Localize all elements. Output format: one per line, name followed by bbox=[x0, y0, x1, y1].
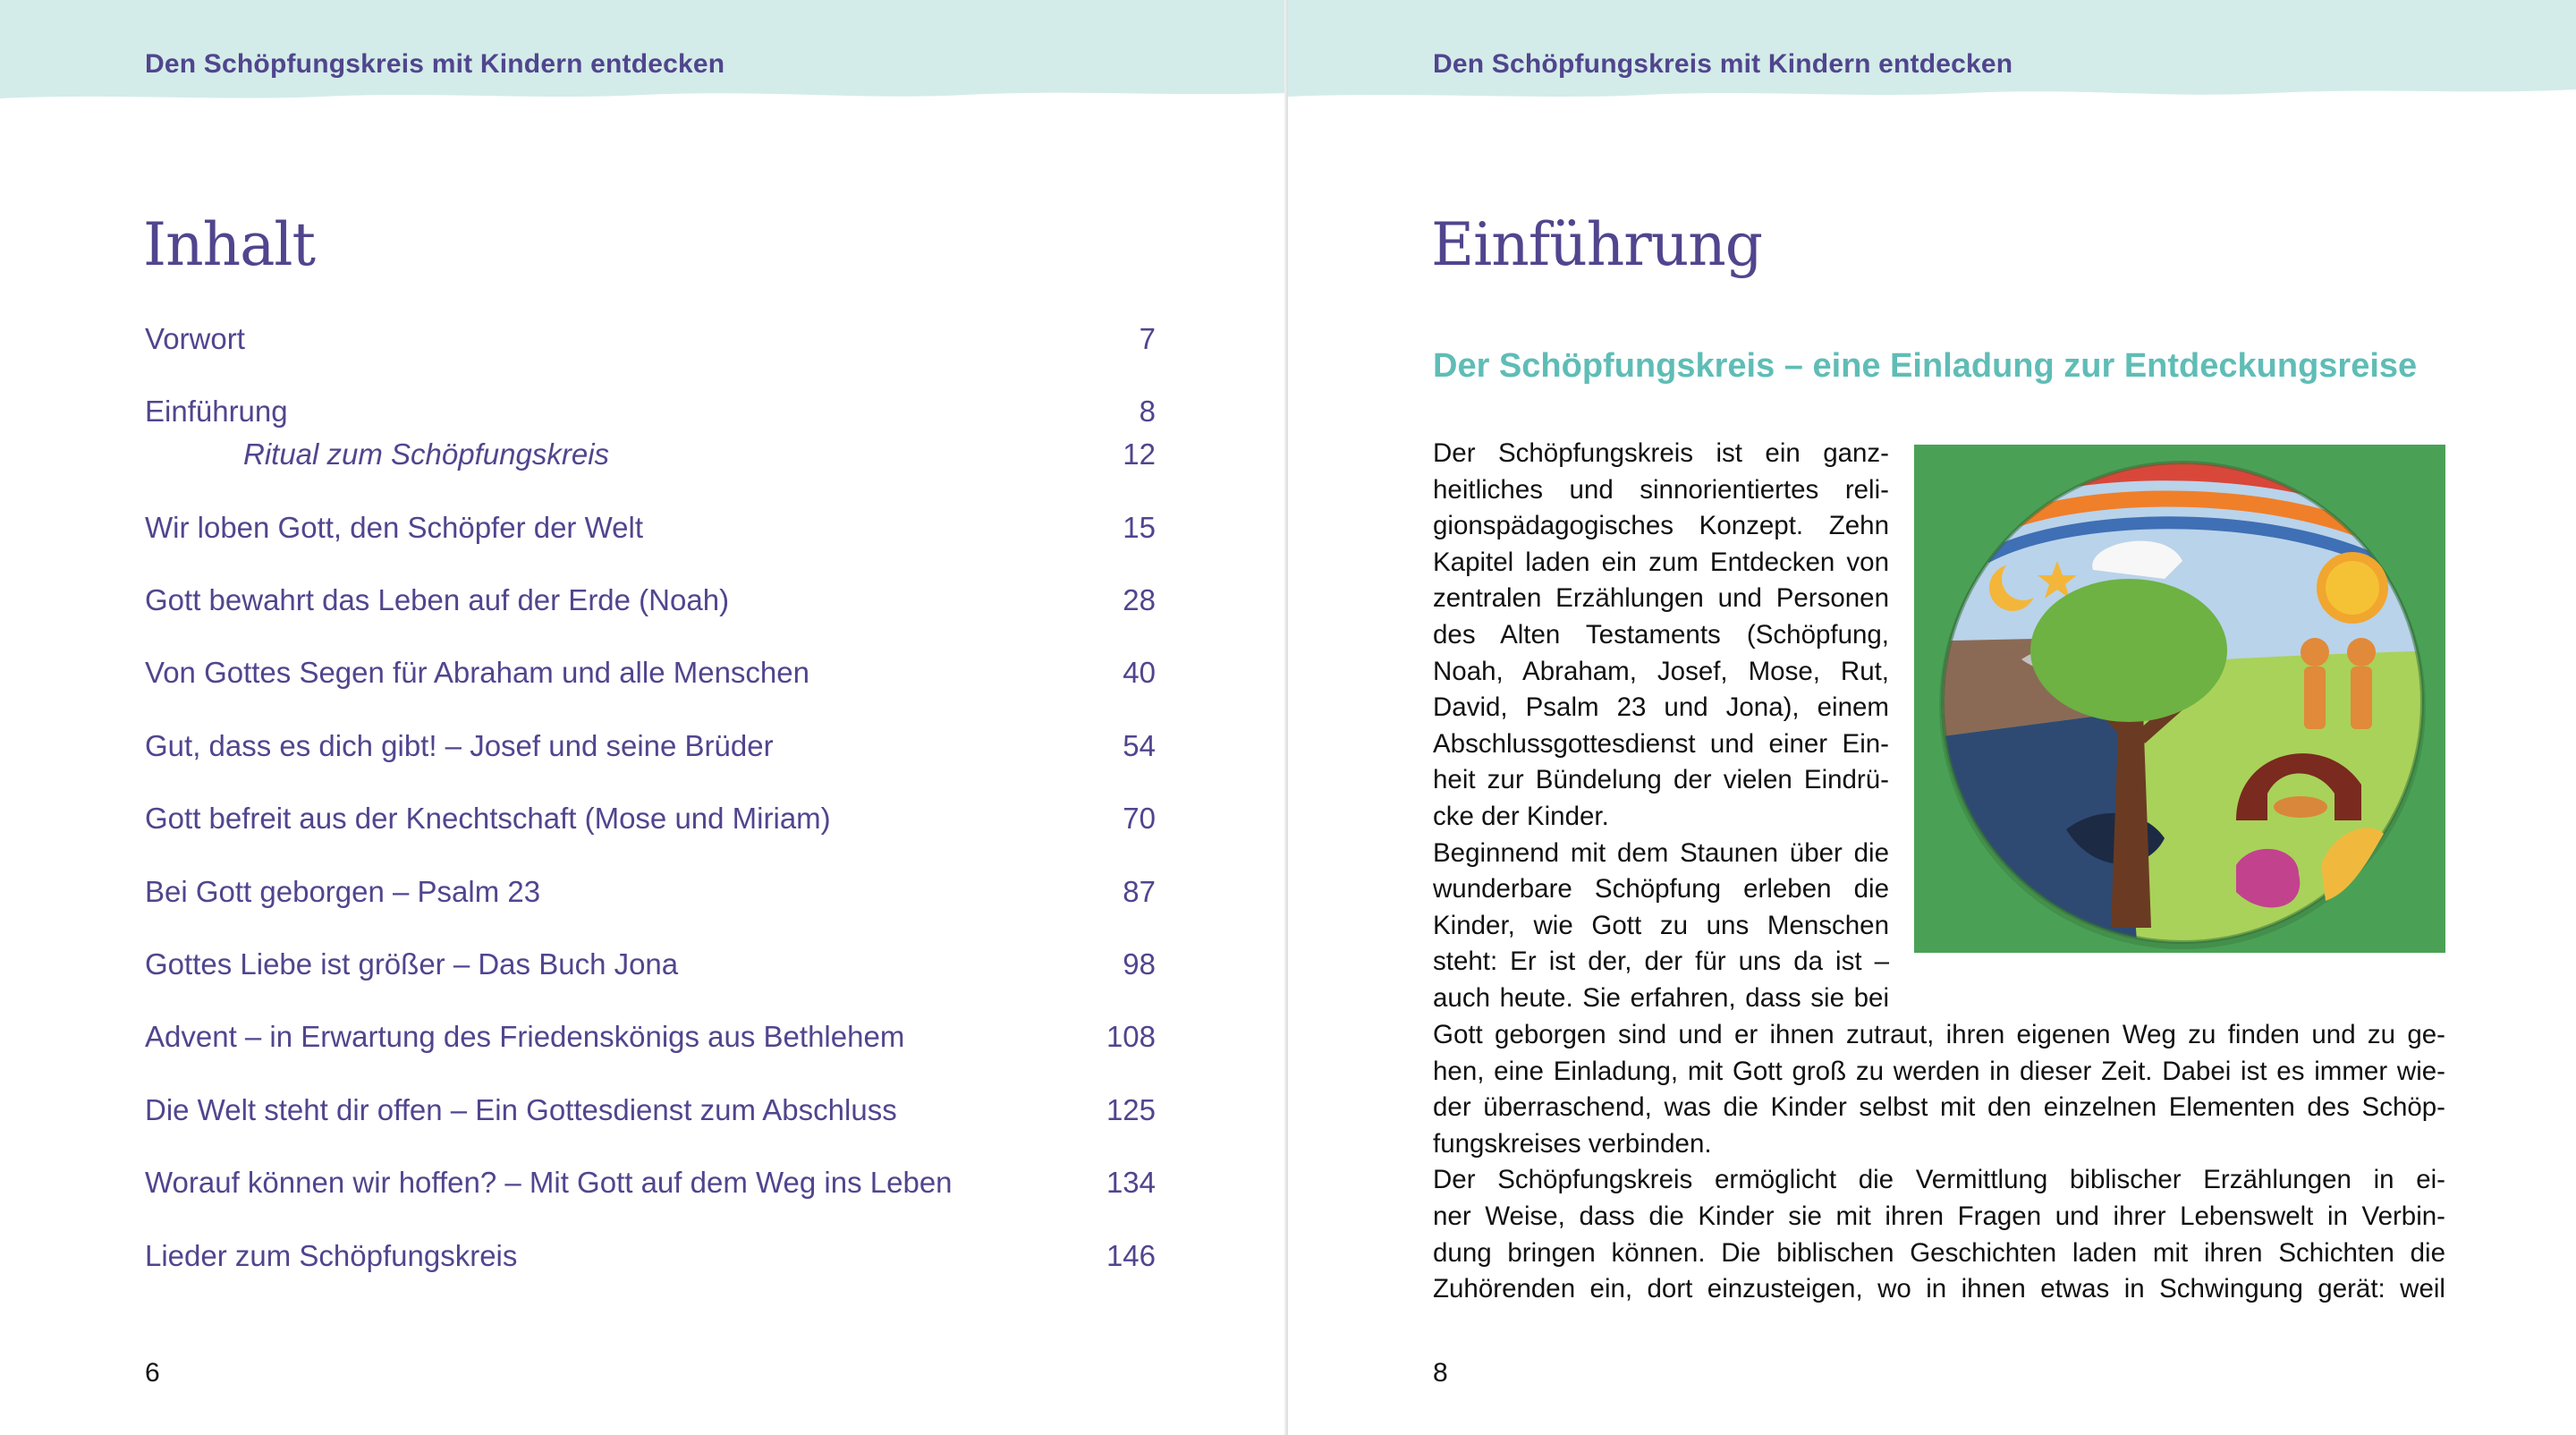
text-line: wunderbare Schöpfung erleben die bbox=[1433, 874, 1889, 904]
text-line: cke der Kinder. bbox=[1433, 801, 1609, 831]
intro-paragraph-wide bbox=[1433, 1017, 2445, 1308]
text-line: steht: Er ist der, der für uns da ist – bbox=[1433, 947, 1889, 977]
toc-entry-page: 108 bbox=[1106, 1020, 1156, 1053]
toc-entry-title: Worauf können wir hoffen? – Mit Gott auf dem Weg ins Leben bbox=[145, 1166, 953, 1199]
toc-entry-page: 70 bbox=[1123, 802, 1156, 835]
text-line: fungskreises verbinden. bbox=[1433, 1128, 1712, 1159]
section-heading: Der Schöpfungskreis – eine Einladung zur Entdeckungsreise bbox=[1433, 347, 2418, 385]
text-line: heit zur Bündelung der vielen Eindrü- bbox=[1433, 765, 1889, 795]
toc-entry-page: 134 bbox=[1106, 1166, 1156, 1199]
text-line: ner Weise, dass die Kinder sie mit ihren Fragen und ihrer Lebenswelt in Verbin- bbox=[1433, 1201, 2445, 1231]
page-number: 8 bbox=[1433, 1358, 1448, 1388]
toc-entry-page: 40 bbox=[1123, 656, 1156, 689]
text-line: heitliches und sinnorientiertes reli- bbox=[1433, 474, 1889, 505]
text-line: Beginnend mit dem Staunen über die bbox=[1433, 837, 1889, 868]
toc-entry-title: Von Gottes Segen für Abraham und alle Menschen bbox=[145, 656, 809, 689]
toc-entry-page: 12 bbox=[1123, 437, 1156, 471]
toc-entry-title: Gott befreit aus der Knechtschaft (Mose und Miriam) bbox=[145, 802, 831, 835]
text-line: Der Schöpfungskreis ermöglicht die Vermittlung biblischer Erzählungen in ei- bbox=[1433, 1165, 2445, 1195]
toc-entry-title: Advent – in Erwartung des Friedenskönigs aus Bethlehem bbox=[145, 1020, 905, 1053]
toc-entry-title: Gut, dass es dich gibt! – Josef und seine Brüder bbox=[145, 729, 774, 762]
page-number: 6 bbox=[145, 1358, 160, 1388]
toc-entry-page: 28 bbox=[1123, 583, 1156, 616]
text-line: des Alten Testaments (Schöpfung, bbox=[1433, 619, 1889, 650]
text-line: David, Psalm 23 und Jona), einem bbox=[1433, 692, 1889, 723]
schoepfungskreis-felt-photo bbox=[1914, 445, 2445, 953]
toc-entry-title: Ritual zum Schöpfungskreis bbox=[243, 437, 610, 471]
running-head: Den Schöpfungskreis mit Kindern entdecken bbox=[1433, 49, 2013, 79]
text-line: gionspädagogisches Konzept. Zehn bbox=[1433, 511, 1889, 541]
toc-entry-page: 87 bbox=[1123, 875, 1156, 908]
toc-entry-title: Wir loben Gott, den Schöpfer der Welt bbox=[145, 511, 643, 544]
toc-entry-title: Einführung bbox=[145, 395, 288, 428]
toc-entry-page: 8 bbox=[1139, 395, 1156, 428]
page-title: Inhalt bbox=[143, 210, 316, 279]
text-line: Kapitel laden ein zum Entdecken von bbox=[1433, 547, 1889, 577]
text-line: dung bringen können. Die biblischen Geschichten laden mit ihren Schichten die bbox=[1433, 1237, 2445, 1268]
toc-entry-title: Lieder zum Schöpfungskreis bbox=[145, 1239, 518, 1272]
text-line: Gott geborgen sind und er ihnen zutraut, ihren eigenen Weg zu finden und zu ge- bbox=[1433, 1020, 2445, 1049]
page-title: Einführung bbox=[1431, 210, 1763, 279]
toc-entry-page: 146 bbox=[1106, 1239, 1156, 1272]
text-line: hen, eine Einladung, mit Gott groß zu werden in dieser Zeit. Dabei ist es immer wie- bbox=[1433, 1056, 2445, 1086]
text-line: zentralen Erzählungen und Personen bbox=[1433, 583, 1889, 614]
toc-entry-title: Gott bewahrt das Leben auf der Erde (Noah) bbox=[145, 583, 730, 616]
toc-entry-title: Vorwort bbox=[145, 322, 245, 355]
text-line: Zuhörenden ein, dort einzusteigen, wo in ihnen etwas in Schwingung gerät: weil bbox=[1433, 1274, 2445, 1304]
running-head: Den Schöpfungskreis mit Kindern entdecken bbox=[145, 49, 725, 79]
toc-entry-title: Gottes Liebe ist größer – Das Buch Jona bbox=[145, 947, 679, 981]
sun-shape bbox=[2317, 552, 2388, 624]
toc-entry-page: 54 bbox=[1123, 729, 1156, 762]
toc-entry-title: Die Welt steht dir offen – Ein Gottesdienst zum Abschluss bbox=[145, 1093, 897, 1126]
toc-entry-title: Bei Gott geborgen – Psalm 23 bbox=[145, 875, 541, 908]
text-line: auch heute. Sie erfahren, dass sie bei bbox=[1433, 982, 1889, 1013]
text-line: Kinder, wie Gott zu uns Menschen bbox=[1433, 910, 1889, 940]
toc-entry-page: 98 bbox=[1123, 947, 1156, 981]
toc-entry-page: 15 bbox=[1123, 511, 1156, 544]
toc-entry-page: 125 bbox=[1106, 1093, 1156, 1126]
intro-paragraph-narrow bbox=[1433, 436, 1889, 1017]
toc-entry-page: 7 bbox=[1139, 322, 1156, 355]
right-page bbox=[1288, 0, 2576, 1435]
text-line: Abschlussgottesdienst und einer Ein- bbox=[1433, 728, 1889, 759]
text-line: Noah, Abraham, Josef, Mose, Rut, bbox=[1433, 656, 1889, 686]
text-line: der überraschend, was die Kinder selbst mit den einzelnen Elementen des Schöp- bbox=[1433, 1092, 2445, 1123]
text-line: Der Schöpfungskreis ist ein ganz- bbox=[1433, 438, 1889, 468]
